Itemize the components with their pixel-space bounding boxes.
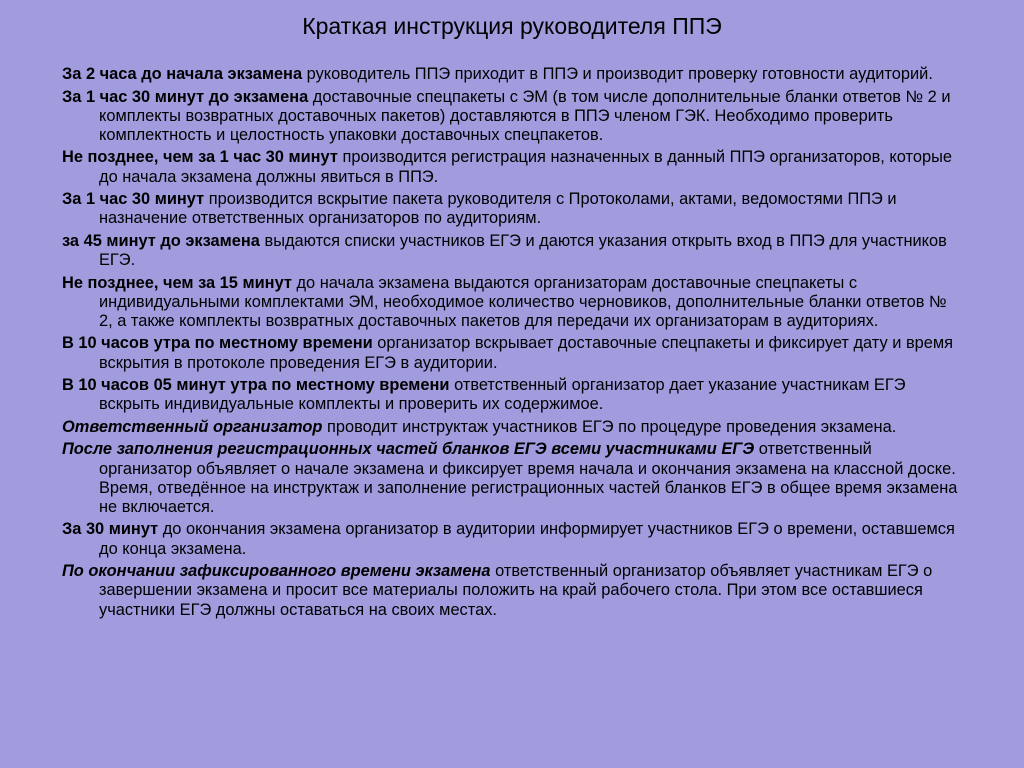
list-item <box>62 334 962 372</box>
list-item <box>62 88 962 146</box>
item-lead: В 10 часов 05 минут утра по местному времени <box>62 376 450 395</box>
item-text: до окончания экзамена организатор в аудитории информирует участников ЕГЭ о времени, оставшемся до конца экзамена. <box>99 520 955 558</box>
item-text: производится вскрытие пакета руководителя с Протоколами, актами, ведомостями ППЭ и назначение ответственных организаторов по аудиториям. <box>99 190 897 228</box>
item-lead: По окончании зафиксированного времени экзамена <box>62 562 491 581</box>
item-lead: за 45 минут до экзамена <box>62 231 260 250</box>
item-text: выдаются списки участников ЕГЭ и даются указания открыть вход в ППЭ для участников ЕГЭ. <box>99 231 947 270</box>
list-item <box>62 562 962 620</box>
item-text: руководитель ППЭ приходит в ППЭ и производит проверку готовности аудиторий. <box>306 65 933 83</box>
list-item <box>62 376 962 414</box>
list-item <box>62 440 962 517</box>
list-item <box>62 232 962 270</box>
item-text: ответственный организатор объявляет о начале экзамена и фиксирует время начала и окончания экзамена на классной доске. Время, отведённое на инструктаж и заполнение регистрационных частей бланков ЕГЭ в общее время экзамена не включается. <box>99 440 958 516</box>
item-lead: Не позднее, чем за 15 минут <box>62 273 292 292</box>
list-item <box>62 520 962 558</box>
instruction-list <box>62 65 962 623</box>
list-item <box>62 65 962 84</box>
item-lead: За 2 часа до начала экзамена <box>62 65 303 83</box>
item-text: ответственный организатор дает указание участникам ЕГЭ вскрыть индивидуальные комплекты и проверить их содержимое. <box>99 376 906 414</box>
list-item <box>62 148 962 186</box>
item-lead: За 1 час 30 минут <box>62 190 205 209</box>
item-text: производится регистрация назначенных в данный ППЭ организаторов, которые до начала экзамена должны явиться в ППЭ. <box>99 148 952 186</box>
item-lead: Ответственный организатор <box>62 417 323 436</box>
item-lead: После заполнения регистрационных частей бланков ЕГЭ всеми участниками ЕГЭ <box>62 440 755 459</box>
slide-title: Краткая инструкция руководителя ППЭ <box>302 13 722 39</box>
item-lead: В 10 часов утра по местному времени <box>62 334 373 353</box>
item-text: доставочные спецпакеты с ЭМ (в том числе дополнительные бланки ответов № 2 и комплекты возвратных доставочных пакетов) доставляются в ППЭ членом ГЭК. Необходимо проверить комплектность и целостность упаковки доставочных спецпакетов. <box>99 87 951 144</box>
item-lead: За 1 час 30 минут до экзамена <box>62 87 309 106</box>
list-item <box>62 274 962 332</box>
item-lead: Не позднее, чем за 1 час 30 минут <box>62 148 338 167</box>
item-text: ответственный организатор объявляет участникам ЕГЭ о завершении экзамена и просит все материалы положить на край рабочего стола. При этом все оставшиеся участники ЕГЭ должны оставаться на своих местах. <box>99 562 933 619</box>
item-lead: За 30 минут <box>62 520 159 539</box>
list-item <box>62 418 962 437</box>
item-text: проводит инструктаж участников ЕГЭ по процедуре проведения экзамена. <box>326 417 897 436</box>
list-item <box>62 190 962 228</box>
item-text: организатор вскрывает доставочные спецпакеты и фиксирует дату и время вскрытия в протоколе проведения ЕГЭ в аудитории. <box>99 334 954 372</box>
item-text: до начала экзамена выдаются организаторам доставочные спецпакеты с индивидуальными комплектами ЭМ, необходимое количество черновиков, дополнительные бланки ответов № 2, а также комплекты возвратных доставочных пакетов для передачи их организаторам в аудиториях. <box>99 273 947 330</box>
